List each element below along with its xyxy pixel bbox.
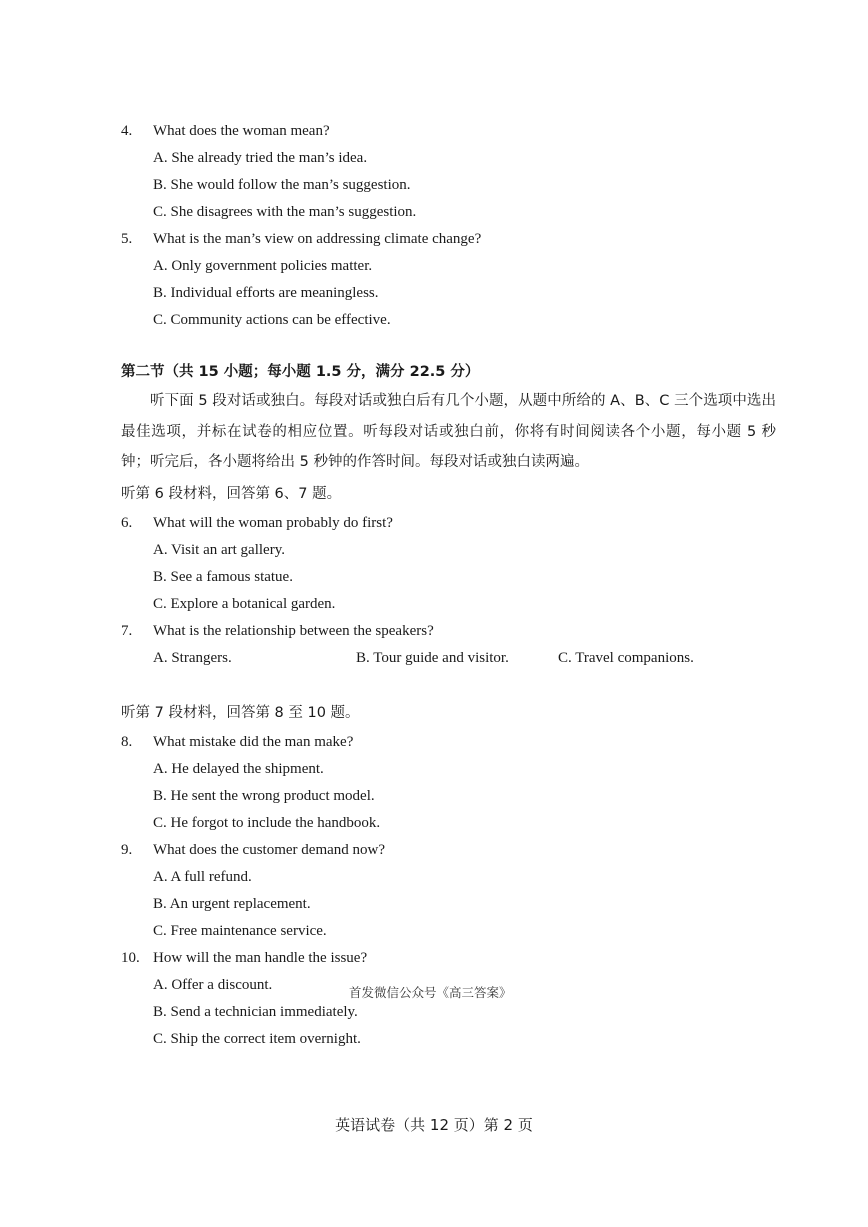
option-c: C. Explore a botanical garden.	[153, 596, 336, 612]
question-number: 5.	[121, 231, 133, 247]
question-stem: What is the man’s view on addressing climate change?	[153, 231, 482, 247]
option-c: C. Community actions can be effective.	[153, 312, 391, 328]
material-heading: 听第 7 段材料，回答第 8 至 10 题。	[121, 705, 360, 721]
material-heading: 听第 6 段材料，回答第 6、7 题。	[121, 486, 342, 502]
watermark: 首发微信公众号《高三答案》	[349, 985, 512, 1000]
question-number: 9.	[121, 842, 133, 858]
option-b: B. Tour guide and visitor.	[356, 650, 509, 666]
option-b: B. Individual efforts are meaningless.	[153, 285, 379, 301]
question-number: 8.	[121, 734, 133, 750]
question-stem: How will the man handle the issue?	[153, 950, 368, 966]
option-c: C. Ship the correct item overnight.	[153, 1031, 361, 1047]
question-number: 4.	[121, 123, 133, 139]
question-stem: What does the woman mean?	[153, 123, 330, 139]
option-a: A. Only government policies matter.	[153, 258, 373, 274]
question-number: 10.	[121, 950, 140, 966]
option-c: C. He forgot to include the handbook.	[153, 815, 381, 831]
option-c: C. Free maintenance service.	[153, 923, 327, 939]
option-a: A. A full refund.	[153, 869, 252, 885]
section-instructions: 听下面 5 段对话或独白。每段对话或独白后有几个小题，从题中所给的 A、B、C 三个选项中选出最佳选项，并标在试卷的相应位置。听每段对话或独白前，你将有时间阅读各个小题，每小题 5 秒钟；听完后，各小题将给出 5 秒钟的作答时间。每段对话或独白读两遍。	[121, 393, 776, 470]
option-b: B. He sent the wrong product model.	[153, 788, 375, 804]
question-number: 7.	[121, 623, 133, 639]
option-a: A. She already tried the man’s idea.	[153, 150, 368, 166]
question-stem: What will the woman probably do first?	[153, 515, 393, 531]
section-title: 第二节（共 15 小题；每小题 1.5 分，满分 22.5 分）	[121, 364, 480, 380]
question-stem: What mistake did the man make?	[153, 734, 354, 750]
option-c: C. She disagrees with the man’s suggestion.	[153, 204, 417, 220]
option-b: B. Send a technician immediately.	[153, 1004, 358, 1020]
option-a: A. Offer a discount.	[153, 977, 273, 993]
option-c: C. Travel companions.	[558, 650, 694, 666]
option-a: A. Strangers.	[153, 650, 232, 666]
option-b: B. See a famous statue.	[153, 569, 293, 585]
option-b: B. She would follow the man’s suggestion.	[153, 177, 411, 193]
page-footer: 英语试卷（共 12 页）第 2 页	[335, 1116, 533, 1134]
option-a: A. He delayed the shipment.	[153, 761, 324, 777]
option-b: B. An urgent replacement.	[153, 896, 311, 912]
option-a: A. Visit an art gallery.	[153, 542, 285, 558]
question-stem: What is the relationship between the speakers?	[153, 623, 434, 639]
question-stem: What does the customer demand now?	[153, 842, 386, 858]
question-number: 6.	[121, 515, 133, 531]
